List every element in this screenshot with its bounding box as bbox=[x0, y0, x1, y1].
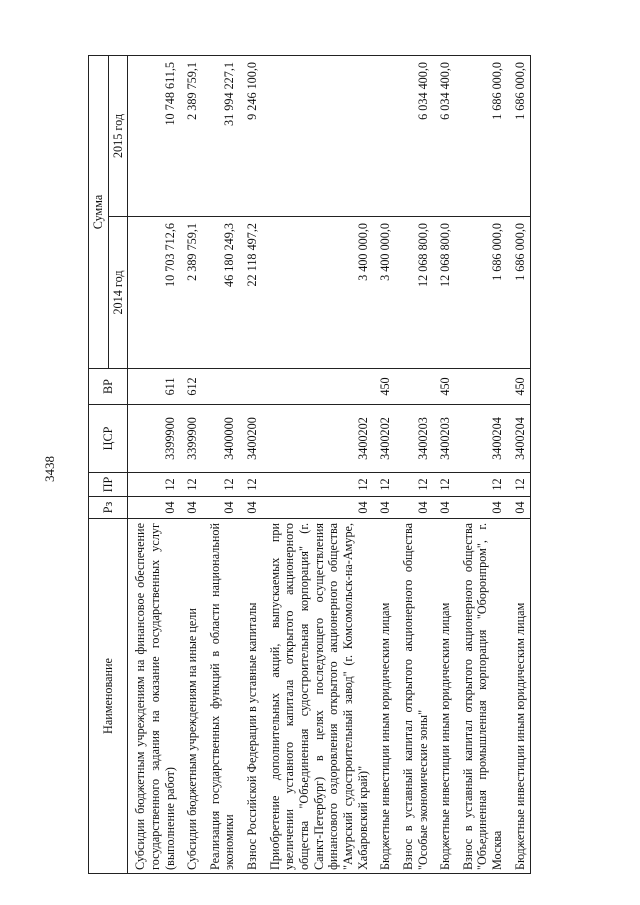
row-vr: 450 bbox=[508, 369, 531, 405]
row-vr bbox=[396, 369, 433, 405]
row-vr: 450 bbox=[433, 369, 456, 405]
table-row bbox=[433, 55, 456, 873]
row-name: Взнос в уставный капитал открытого акционерного общества "Особые экономические зоны" bbox=[396, 519, 433, 874]
table-row bbox=[240, 55, 263, 873]
header-rz: Рз bbox=[89, 497, 128, 519]
row-sum-2015 bbox=[373, 55, 396, 216]
row-rz: 04 bbox=[396, 497, 433, 519]
row-vr bbox=[240, 369, 263, 405]
row-pr: 12 bbox=[203, 473, 240, 497]
row-rz: 04 bbox=[373, 497, 396, 519]
row-name: Взнос в уставный капитал открытого акционерного общества "Объединенная промышленная корпорация "Оборонпром", г. Москва bbox=[456, 519, 508, 874]
row-sum-2014: 12 068 800,0 bbox=[396, 217, 433, 369]
row-sum-2014: 1 686 000,0 bbox=[456, 217, 508, 369]
row-name: Приобретение дополнительных акций, выпускаемых при увеличении уставного капитала открытого акционерного общества "Объединенная судостроительная корпорация" (г. Санкт-Петербург) в целях последующего осуществления финансового оздоровления открытого акционерного общества "Амурский судостроительный завод" (г. Комсомольск-на-Амуре, Хабаровский край)" bbox=[263, 519, 373, 874]
row-sum-2014: 2 389 759,1 bbox=[180, 217, 203, 369]
header-sum: Сумма bbox=[89, 55, 109, 368]
table-row bbox=[263, 55, 373, 873]
table-row bbox=[203, 55, 240, 873]
table-row bbox=[456, 55, 508, 873]
row-vr bbox=[263, 369, 373, 405]
header-2015: 2015 год bbox=[108, 55, 128, 216]
row-pr: 12 bbox=[373, 473, 396, 497]
row-name: Реализация государственных функций в области национальной экономики bbox=[203, 519, 240, 874]
row-pr: 12 bbox=[180, 473, 203, 497]
row-sum-2014: 10 703 712,6 bbox=[128, 217, 180, 369]
row-sum-2014: 3 400 000,0 bbox=[263, 217, 373, 369]
row-rz: 04 bbox=[128, 497, 180, 519]
row-name: Субсидии бюджетным учреждениям на иные цели bbox=[180, 519, 203, 874]
row-vr: 450 bbox=[373, 369, 396, 405]
row-rz: 04 bbox=[456, 497, 508, 519]
header-pr: ПР bbox=[89, 473, 128, 497]
row-sum-2015: 31 994 227,1 bbox=[203, 55, 240, 216]
row-rz: 04 bbox=[508, 497, 531, 519]
row-pr: 12 bbox=[240, 473, 263, 497]
row-csr: 3400204 bbox=[508, 405, 531, 473]
row-csr: 3400204 bbox=[456, 405, 508, 473]
row-sum-2015: 2 389 759,1 bbox=[180, 55, 203, 216]
rotated-page bbox=[88, 56, 578, 874]
row-name: Субсидии бюджетным учреждениям на финансовое обеспечение государственного задания на оказание государственных услуг (выполнение работ) bbox=[128, 519, 180, 874]
row-sum-2014: 1 686 000,0 bbox=[508, 217, 531, 369]
row-name: Бюджетные инвестиции иным юридическим лицам bbox=[373, 519, 396, 874]
row-rz: 04 bbox=[240, 497, 263, 519]
row-rz: 04 bbox=[433, 497, 456, 519]
row-csr: 3400202 bbox=[263, 405, 373, 473]
row-pr: 12 bbox=[128, 473, 180, 497]
row-rz: 04 bbox=[203, 497, 240, 519]
header-csr: ЦСР bbox=[89, 405, 128, 473]
row-csr: 3400000 bbox=[203, 405, 240, 473]
header-name: Наименование bbox=[89, 519, 128, 874]
row-name: Бюджетные инвестиции иным юридическим лицам bbox=[433, 519, 456, 874]
row-csr: 3400203 bbox=[396, 405, 433, 473]
row-rz: 04 bbox=[180, 497, 203, 519]
row-sum-2014: 3 400 000,0 bbox=[373, 217, 396, 369]
row-sum-2015: 6 034 400,0 bbox=[396, 55, 433, 216]
row-csr: 3399900 bbox=[128, 405, 180, 473]
row-csr: 3399900 bbox=[180, 405, 203, 473]
table-row bbox=[373, 55, 396, 873]
row-csr: 3400202 bbox=[373, 405, 396, 473]
row-name: Бюджетные инвестиции иным юридическим лицам bbox=[508, 519, 531, 874]
row-name: Взнос Российской Федерации в уставные капиталы bbox=[240, 519, 263, 874]
row-vr bbox=[203, 369, 240, 405]
page-number: 3438 bbox=[42, 456, 57, 482]
header-vr: ВР bbox=[89, 369, 128, 405]
row-sum-2014: 12 068 800,0 bbox=[433, 217, 456, 369]
row-pr: 12 bbox=[456, 473, 508, 497]
budget-table bbox=[88, 55, 531, 874]
row-vr bbox=[456, 369, 508, 405]
row-sum-2014: 46 180 249,3 bbox=[203, 217, 240, 369]
row-pr: 12 bbox=[396, 473, 433, 497]
header-2014: 2014 год bbox=[108, 217, 128, 369]
row-vr: 611 bbox=[128, 369, 180, 405]
row-csr: 3400200 bbox=[240, 405, 263, 473]
row-pr: 12 bbox=[433, 473, 456, 497]
table-row bbox=[180, 55, 203, 873]
row-sum-2015 bbox=[263, 55, 373, 216]
row-vr: 612 bbox=[180, 369, 203, 405]
table-row bbox=[128, 55, 180, 873]
row-sum-2015: 10 748 611,5 bbox=[128, 55, 180, 216]
row-pr: 12 bbox=[263, 473, 373, 497]
row-sum-2015: 6 034 400,0 bbox=[433, 55, 456, 216]
row-sum-2015: 1 686 000,0 bbox=[456, 55, 508, 216]
table-row bbox=[396, 55, 433, 873]
table-row bbox=[508, 55, 531, 873]
row-sum-2015: 9 246 100,0 bbox=[240, 55, 263, 216]
row-pr: 12 bbox=[508, 473, 531, 497]
row-sum-2015: 1 686 000,0 bbox=[508, 55, 531, 216]
row-sum-2014: 22 118 497,2 bbox=[240, 217, 263, 369]
row-csr: 3400203 bbox=[433, 405, 456, 473]
row-rz: 04 bbox=[263, 497, 373, 519]
